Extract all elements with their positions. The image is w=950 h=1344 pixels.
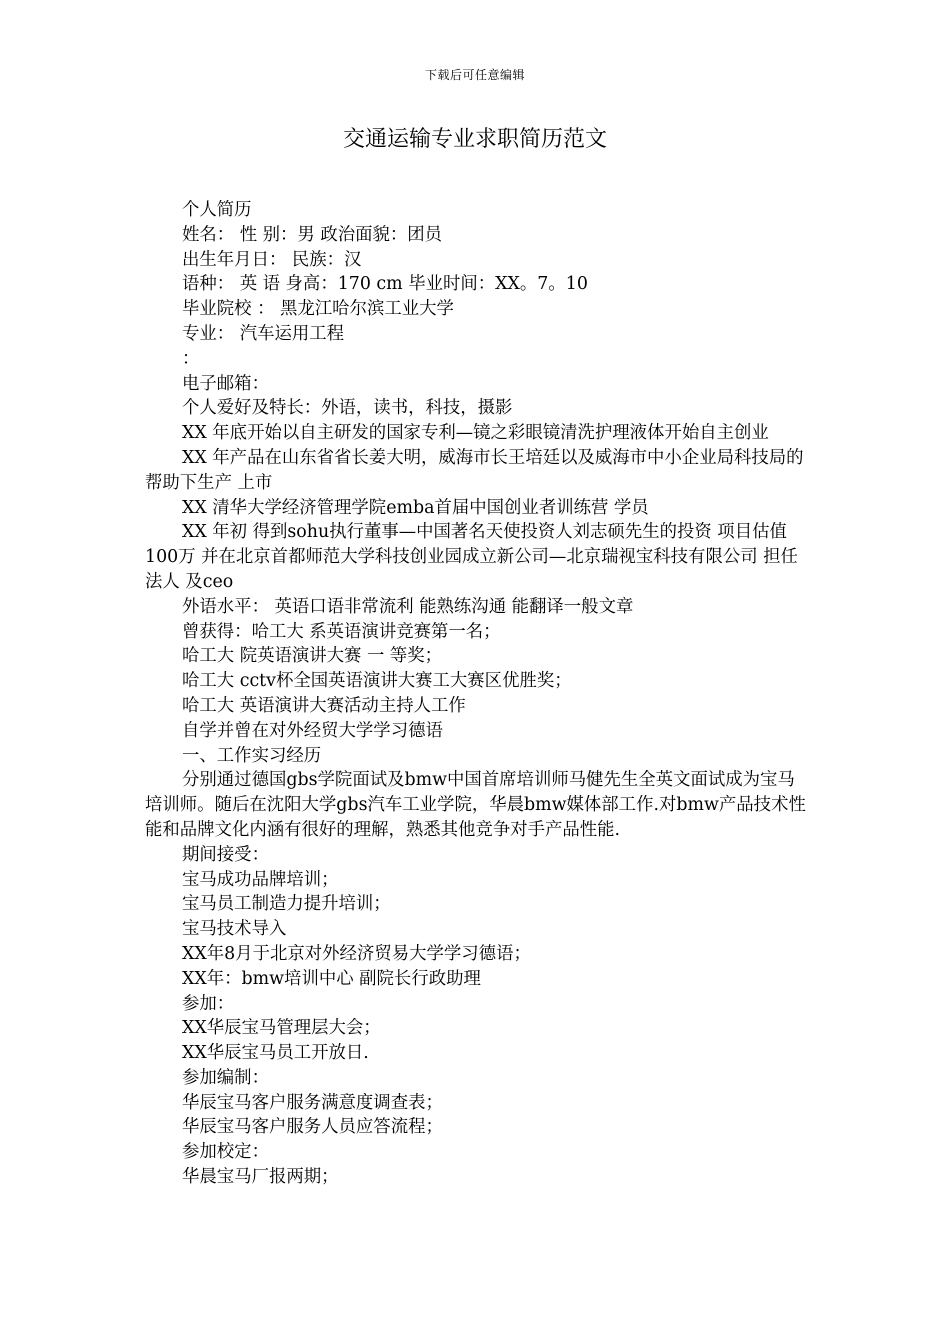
paragraph: 姓名： 性 别：男 政治面貌：团员: [182, 224, 443, 245]
paragraph: 宝马成功品牌培训；: [182, 869, 339, 890]
paragraph: 出生年月日： 民族：汉: [182, 249, 362, 270]
paragraph: XX 年产品在山东省省长姜大明，威海市长王培廷以及威海市中小企业局科技局的帮助下生产 上市: [145, 447, 804, 493]
paragraph: 专业： 汽车运用工程: [182, 323, 345, 344]
paragraph: 参加：: [182, 993, 235, 1014]
paragraph: 个人简历: [182, 200, 252, 220]
paragraph: 华晨宝马厂报两期；: [182, 1167, 339, 1188]
header-note: 下载后可任意编辑: [424, 68, 525, 82]
paragraph: 外语水平： 英语口语非常流利 能熟练沟通 能翻译一般文章: [182, 596, 634, 617]
paragraph: 毕业院校 ： 黑龙江哈尔滨工业大学: [182, 299, 454, 320]
paragraph: 分别通过德国gbs学院面试及bmw中国首席培训师马健先生全英文面试成为宝马培训师。随后在沈阳大学gbs汽车工业学院，华晨bmw媒体部工作.对bmw产品技术性能和品牌文化内涵有很好的理解，熟悉其他竞争对手产品性能.: [145, 770, 806, 840]
paragraph: 哈工大 英语演讲大赛活动主持人工作: [182, 695, 466, 716]
paragraph: 哈工大 院英语演讲大赛 一 等奖；: [182, 646, 443, 667]
section-heading: 一、工作实习经历: [182, 745, 322, 766]
paragraph: XX年8月于北京对外经济贸易大学学习德语；: [182, 943, 531, 964]
paragraph: 宝马技术导入: [182, 919, 287, 940]
paragraph: 华辰宝马客户服务人员应答流程；: [182, 1117, 443, 1138]
paragraph: 哈工大 cctv杯全国英语演讲大赛工大赛区优胜奖；: [182, 671, 572, 692]
paragraph: 个人爱好及特长：外语，读书，科技，摄影: [182, 398, 513, 419]
paragraph: 电子邮箱：: [182, 373, 269, 394]
paragraph: XX年：bmw培训中心 副院长行政助理: [182, 968, 481, 989]
paragraph: 宝马员工制造力提升培训；: [182, 894, 391, 915]
paragraph: 期间接受：: [182, 844, 269, 865]
paragraph: XX华辰宝马员工开放日.: [182, 1043, 369, 1064]
document-title: 交通运输专业求职简历范文: [342, 127, 607, 152]
paragraph: 参加编制：: [182, 1067, 269, 1088]
paragraph: XX 年初 得到sohu执行董事—中国著名天使投资人刘志硕先生的投资 项目估值100万 并在北京首都师范大学科技创业园成立新公司—北京瑞视宝科技有限公司 担任法人 及ceo: [145, 522, 798, 592]
paragraph: ：: [182, 348, 200, 369]
paragraph: XX华辰宝马管理层大会；: [182, 1018, 381, 1039]
paragraph: 华辰宝马客户服务满意度调查表；: [182, 1092, 443, 1113]
paragraph: XX 年底开始以自主研发的国家专利—镜之彩眼镜清洗护理液体开始自主创业: [182, 423, 769, 444]
paragraph: 语种： 英 语 身高：170 cm 毕业时间：XX。7。10: [182, 274, 588, 295]
document-body: [145, 198, 810, 1190]
paragraph: 自学并曾在对外经贸大学学习德语: [182, 720, 443, 741]
paragraph: 参加校定：: [182, 1142, 269, 1163]
paragraph: XX 清华大学经济管理学院emba首届中国创业者训练营 学员: [182, 497, 649, 518]
paragraph: 曾获得：哈工大 系英语演讲竞赛第一名；: [182, 621, 501, 642]
